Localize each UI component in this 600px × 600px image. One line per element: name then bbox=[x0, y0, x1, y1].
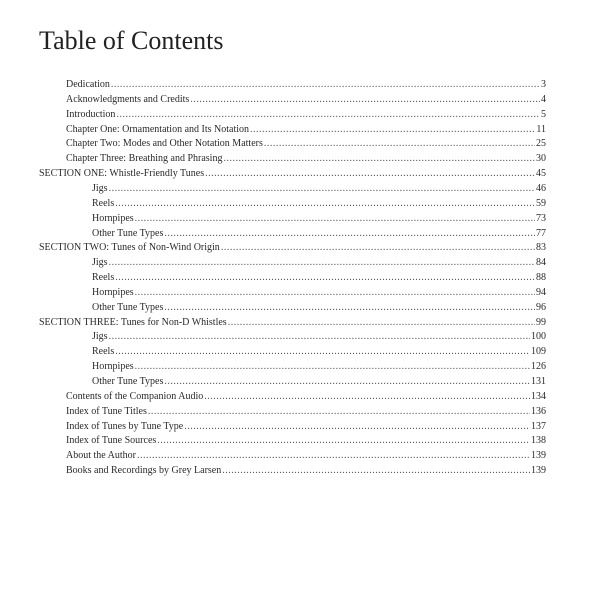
toc-entry bbox=[66, 93, 546, 108]
toc-entry-page-number: 96 bbox=[536, 301, 546, 313]
dot-leader bbox=[148, 405, 530, 420]
toc-entry bbox=[39, 241, 546, 256]
toc-entry-page-number: 59 bbox=[536, 197, 546, 209]
dot-leader bbox=[109, 256, 535, 271]
toc-entry bbox=[39, 316, 546, 331]
dot-leader bbox=[109, 330, 530, 345]
toc-entry bbox=[92, 286, 546, 301]
toc-entry bbox=[92, 360, 546, 375]
toc-entry-label: Hornpipes bbox=[92, 286, 134, 298]
toc-entry-page-number: 25 bbox=[536, 138, 546, 150]
dot-leader bbox=[135, 212, 535, 227]
toc-entry bbox=[92, 345, 546, 360]
toc-entry-page-number: 30 bbox=[536, 153, 546, 165]
toc-entry bbox=[92, 375, 546, 390]
toc-entry-page-number: 5 bbox=[541, 108, 546, 120]
toc-entry-label: Reels bbox=[92, 272, 115, 284]
dot-leader bbox=[164, 375, 530, 390]
toc-entry bbox=[92, 212, 546, 227]
toc-entry-page-number: 126 bbox=[531, 361, 546, 373]
toc-entry bbox=[66, 123, 546, 138]
toc-entry-page-number: 138 bbox=[531, 435, 546, 447]
toc-entry-label: Reels bbox=[92, 197, 115, 209]
toc-entry-label: Jigs bbox=[92, 257, 108, 269]
toc-entry-label: Dedication bbox=[66, 79, 110, 90]
toc-entry bbox=[66, 405, 546, 420]
dot-leader bbox=[190, 93, 540, 108]
toc-entry bbox=[66, 137, 546, 152]
toc-entry-page-number: 137 bbox=[531, 420, 546, 432]
dot-leader bbox=[222, 464, 530, 479]
toc-entry-page-number: 4 bbox=[541, 93, 546, 105]
dot-leader bbox=[115, 271, 535, 286]
toc-entry-label: Index of Tunes by Tune Type bbox=[66, 420, 184, 432]
toc-entry-label: Hornpipes bbox=[92, 212, 134, 224]
toc-entry-page-number: 73 bbox=[536, 212, 546, 224]
toc-entry-label: Jigs bbox=[92, 182, 108, 194]
toc-entry bbox=[92, 182, 546, 197]
toc-entry-page-number: 88 bbox=[536, 272, 546, 284]
toc-entry-label: Other Tune Types bbox=[92, 301, 164, 313]
toc-entry-label: Chapter Two: Modes and Other Notation Matters bbox=[66, 138, 263, 150]
toc-entry-label: Chapter Three: Breathing and Phrasing bbox=[66, 153, 223, 165]
toc-entry-page-number: 139 bbox=[531, 465, 546, 477]
dot-leader bbox=[250, 123, 535, 138]
dot-leader bbox=[228, 316, 535, 331]
dot-leader bbox=[115, 197, 535, 212]
toc-entry-page-number: 139 bbox=[531, 450, 546, 462]
toc-entry-label: Books and Recordings by Grey Larsen bbox=[66, 465, 222, 477]
dot-leader bbox=[135, 286, 535, 301]
toc-entry-label: Jigs bbox=[92, 331, 108, 343]
toc-entry-page-number: 83 bbox=[536, 242, 546, 254]
toc-entry-page-number: 46 bbox=[536, 182, 546, 194]
toc-entry-page-number: 84 bbox=[536, 257, 546, 269]
dot-leader bbox=[264, 137, 535, 152]
toc-entry-label: About the Author bbox=[66, 450, 136, 462]
dot-leader bbox=[157, 434, 530, 449]
toc-entry bbox=[92, 271, 546, 286]
toc-entry-label: Contents of the Companion Audio bbox=[66, 390, 204, 402]
toc-entry bbox=[66, 152, 546, 167]
toc-entry-label: SECTION THREE: Tunes for Non-D Whistles bbox=[39, 316, 227, 328]
dot-leader bbox=[204, 390, 530, 405]
dot-leader bbox=[137, 449, 530, 464]
toc-entry bbox=[66, 464, 546, 479]
toc-entry-label: Introduction bbox=[66, 108, 116, 120]
toc-entry bbox=[92, 256, 546, 271]
toc-entry-label: Index of Tune Titles bbox=[66, 405, 147, 417]
toc-entry bbox=[92, 330, 546, 345]
toc-entry-page-number: 3 bbox=[541, 79, 546, 90]
toc-entry-page-number: 136 bbox=[531, 405, 546, 417]
dot-leader bbox=[221, 241, 535, 256]
toc-entry bbox=[92, 227, 546, 242]
dot-leader bbox=[184, 420, 530, 435]
toc-entry bbox=[66, 78, 546, 93]
toc-entry bbox=[66, 449, 546, 464]
toc-entry-page-number: 94 bbox=[536, 286, 546, 298]
toc-entry-page-number: 77 bbox=[536, 227, 546, 239]
dot-leader bbox=[115, 345, 530, 360]
toc-entry-label: Other Tune Types bbox=[92, 227, 164, 239]
toc-entry-label: Hornpipes bbox=[92, 361, 134, 373]
dot-leader bbox=[205, 167, 535, 182]
toc-entry-label: Other Tune Types bbox=[92, 376, 164, 387]
toc-entry bbox=[92, 301, 546, 316]
toc-entry-page-number: 109 bbox=[531, 346, 546, 358]
toc-entry-page-number: 131 bbox=[531, 376, 546, 387]
dot-leader bbox=[164, 227, 535, 242]
toc-entry-label: Chapter One: Ornamentation and Its Notation bbox=[66, 123, 250, 135]
dot-leader bbox=[135, 360, 530, 375]
toc-entry-page-number: 99 bbox=[536, 316, 546, 328]
page-title: Table of Contents bbox=[39, 26, 224, 55]
dot-leader bbox=[111, 78, 540, 93]
toc-entry-label: SECTION ONE: Whistle-Friendly Tunes bbox=[39, 168, 205, 180]
toc-entry bbox=[66, 420, 546, 435]
toc-entry bbox=[66, 390, 546, 405]
dot-leader bbox=[116, 108, 540, 123]
toc-entry-page-number: 100 bbox=[531, 331, 546, 343]
toc-entry-label: Reels bbox=[92, 346, 115, 358]
dot-leader bbox=[109, 182, 535, 197]
toc-entry-page-number: 45 bbox=[536, 168, 546, 180]
dot-leader bbox=[164, 301, 535, 316]
toc-entry-label: Acknowledgments and Credits bbox=[66, 93, 190, 105]
toc-entry bbox=[66, 108, 546, 123]
toc-entry-page-number: 11 bbox=[536, 123, 546, 135]
toc-entry bbox=[92, 197, 546, 212]
dot-leader bbox=[223, 152, 535, 167]
toc-entry bbox=[66, 434, 546, 449]
toc-entry-label: SECTION TWO: Tunes of Non-Wind Origin bbox=[39, 242, 220, 254]
toc-entry bbox=[39, 167, 546, 182]
toc-entry-label: Index of Tune Sources bbox=[66, 435, 157, 447]
toc-entry-page-number: 134 bbox=[531, 390, 546, 402]
